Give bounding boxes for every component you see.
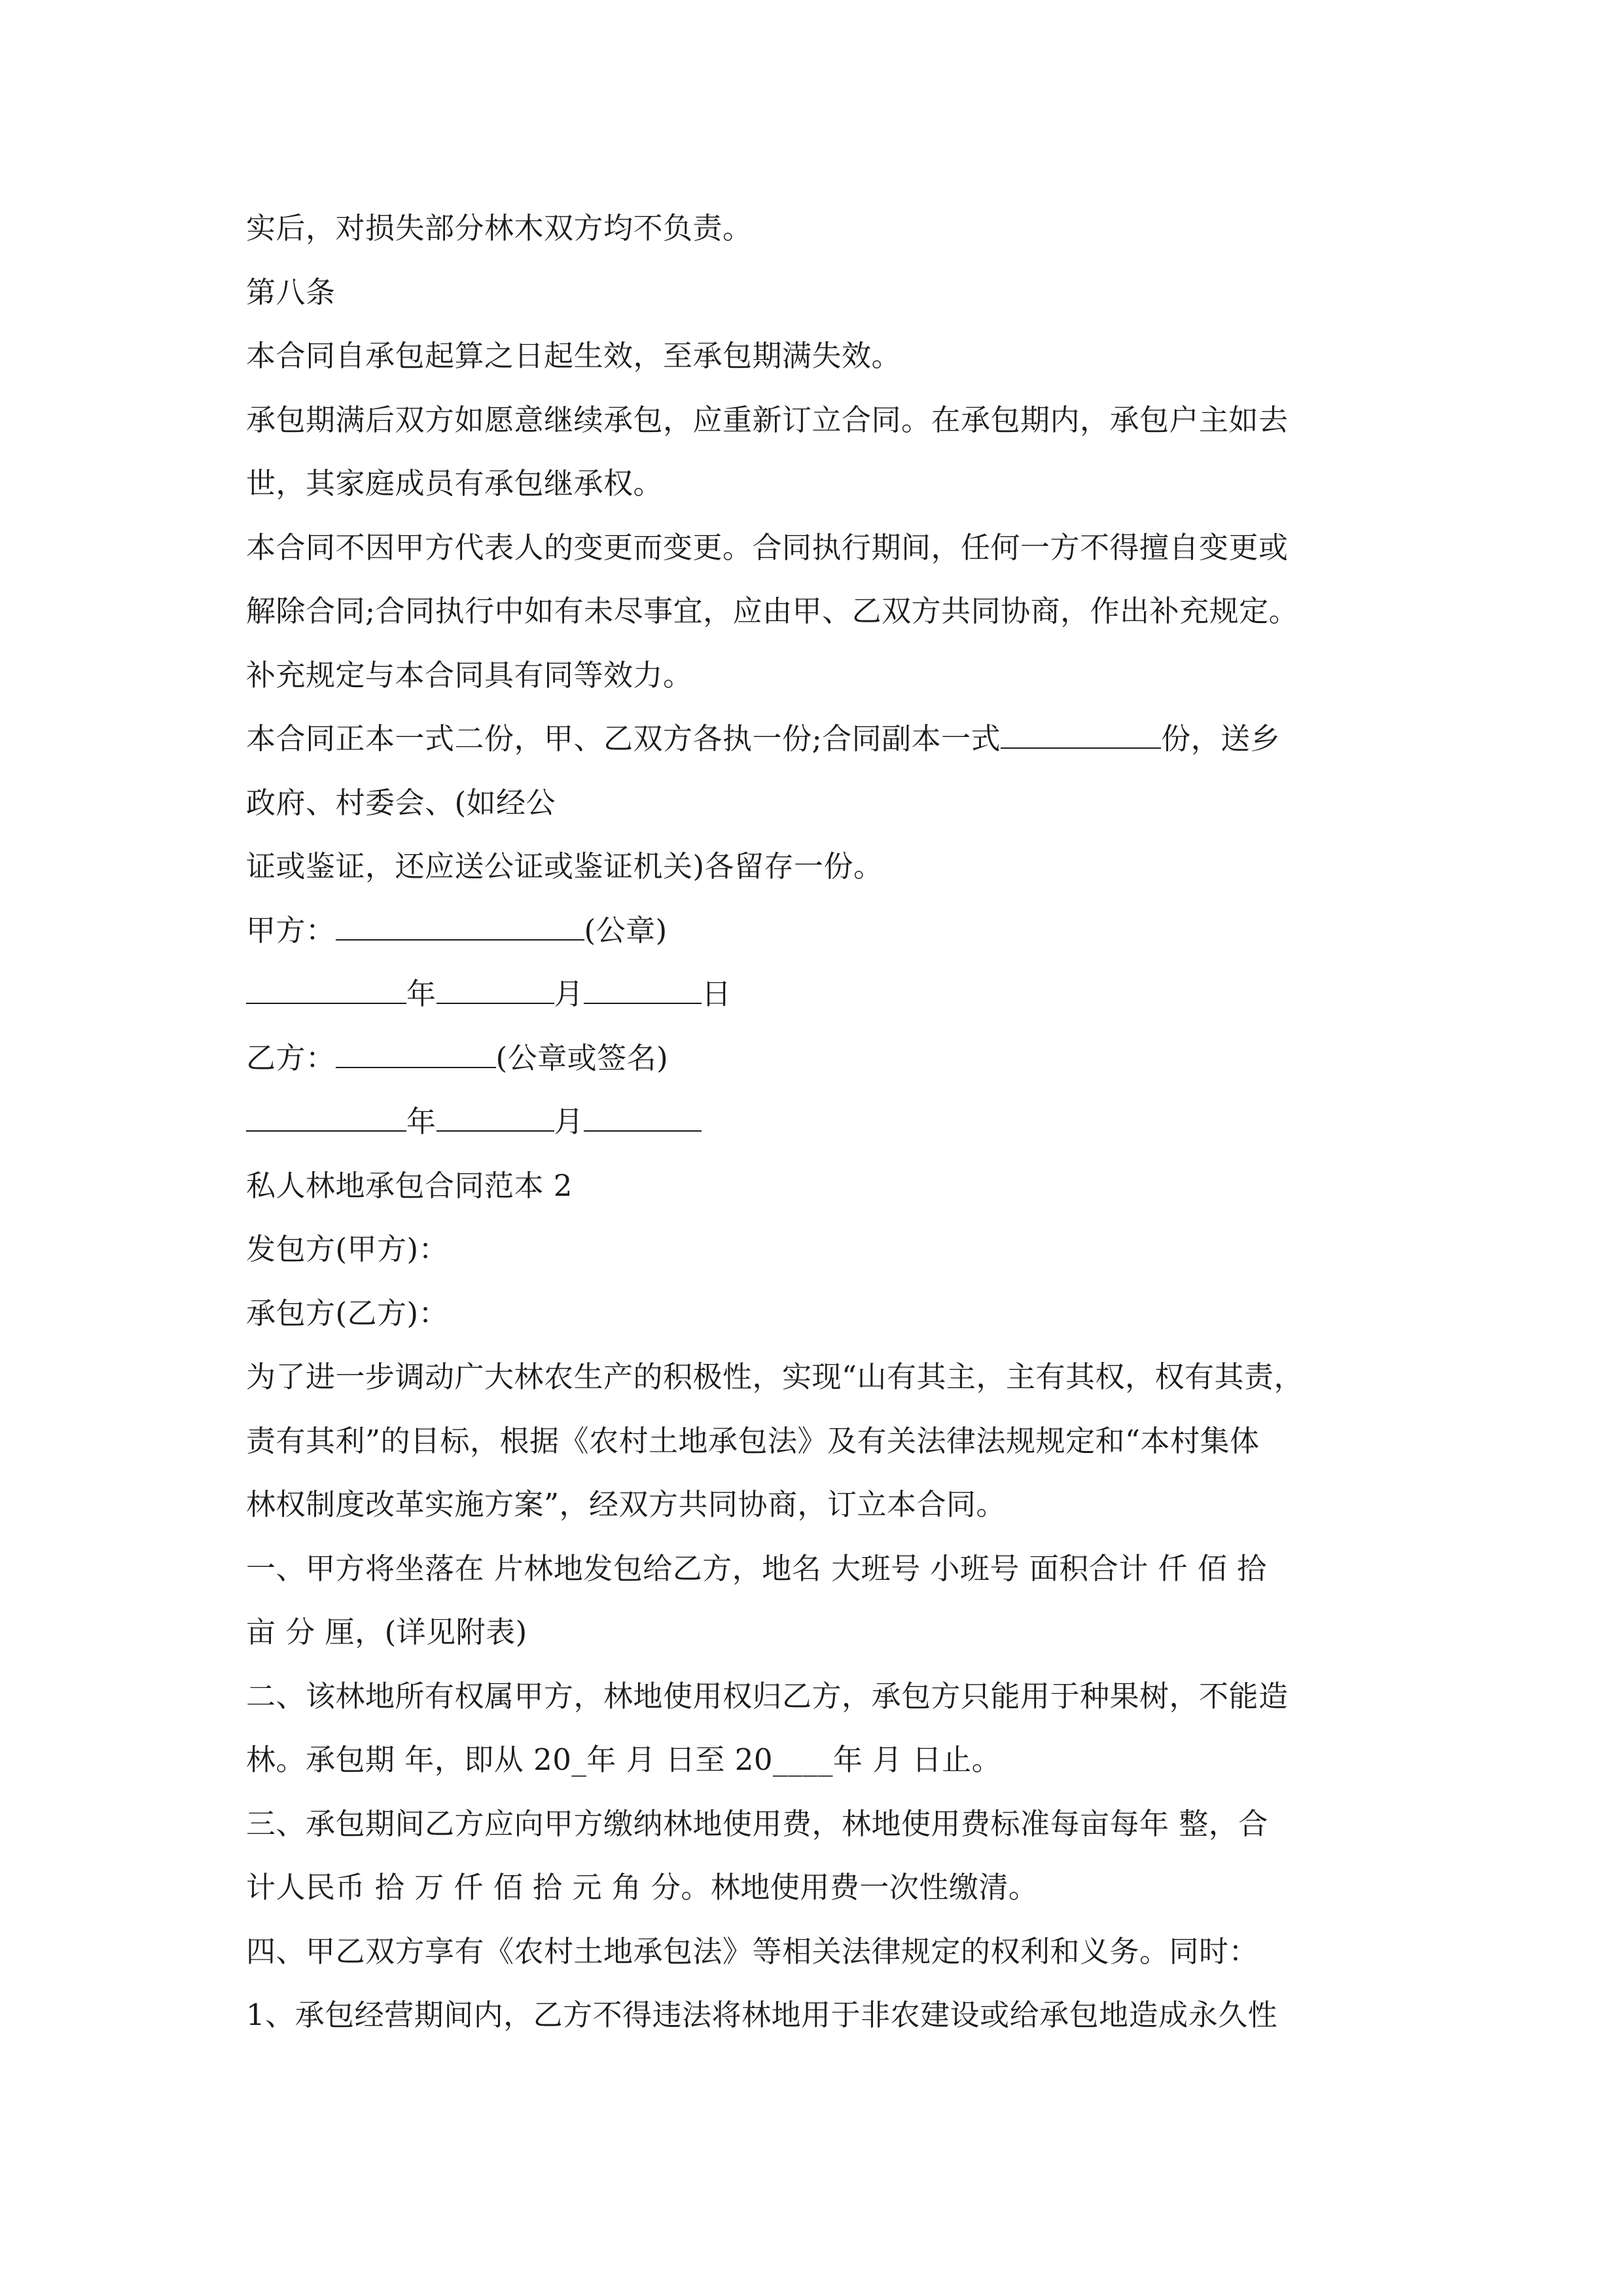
- party-a-name-blank[interactable]: [336, 916, 584, 941]
- party-b-month-blank[interactable]: [437, 1107, 554, 1132]
- copies-blank[interactable]: [1001, 724, 1161, 749]
- clause-1-line: 一、甲方将坐落在 片林地发包给乙方，地名 大班号 小班号 面积合计 仟 佰 拾: [246, 1551, 1267, 1586]
- clause-4-sub-1-line: 1、承包经营期间内，乙方不得违法将林地用于非农建设或给承包地造成永久性: [246, 1998, 1278, 2032]
- text-line: 世，其家庭成员有承包继承权。: [246, 466, 664, 501]
- document-body: [246, 196, 1418, 2047]
- party-a-day-blank[interactable]: [584, 979, 702, 1004]
- party-b-day-blank[interactable]: [584, 1107, 702, 1132]
- section-title: 私人林地承包合同范本 2: [246, 1168, 573, 1203]
- clause-4-line: 四、甲乙双方享有《农村土地承包法》等相关法律规定的权利和义务。同时：: [246, 1933, 1259, 1969]
- text-line: 本合同自承包起算之日起生效，至承包期满失效。: [246, 338, 902, 373]
- clause-3-line: 三、承包期间乙方应向甲方缴纳林地使用费，林地使用费标准每亩每年 整，合: [246, 1806, 1268, 1841]
- party-b-signature-line: 乙方： (公章或签名): [246, 1040, 669, 1075]
- clause-2-line: 二、该林地所有权属甲方，林地使用权归乙方，承包方只能用于种果树，不能造: [246, 1678, 1289, 1713]
- party-a-signature-line: 甲方： (公章): [246, 912, 668, 948]
- text-line: 补充规定与本合同具有同等效力。: [246, 657, 693, 692]
- text-line: 责有其利”的目标，根据《农村土地承包法》及有关法律法规规定和“本村集体: [246, 1423, 1260, 1458]
- text-line: 证或鉴证，还应送公证或鉴证机关)各留存一份。: [246, 849, 883, 884]
- clause-2-line: 林。承包期 年，即从 20_年 月 日至 20____年 月 日止。: [246, 1742, 1002, 1777]
- clause-1-line: 亩 分 厘，(详见附表): [246, 1615, 527, 1649]
- text-line: 实后，对损失部分林木双方均不负责。: [246, 211, 753, 245]
- party-b-name-blank[interactable]: [336, 1043, 496, 1068]
- party-b-year-blank[interactable]: [246, 1107, 406, 1132]
- text-line: 承包期满后双方如愿意继续承包，应重新订立合同。在承包期内，承包户主如去: [246, 402, 1289, 437]
- party-a-month-blank[interactable]: [437, 979, 554, 1004]
- text-line: 政府、村委会、(如经公: [246, 785, 556, 820]
- text-line: 为了进一步调动广大林农生产的积极性，实现“山有其主，主有其权，权有其责，: [246, 1359, 1304, 1394]
- party-b-heading: 承包方(乙方)：: [246, 1295, 449, 1331]
- party-b-date-line: 年 月: [246, 1090, 1418, 1154]
- text-line: 本合同不因甲方代表人的变更而变更。合同执行期间，任何一方不得擅自变更或: [246, 529, 1289, 565]
- clause-3-line: 计人民币 拾 万 仟 佰 拾 元 角 分。林地使用费一次性缴清。: [246, 1870, 1039, 1905]
- copies-line: 本合同正本一式二份，甲、乙双方各执一份;合同副本一式 份，送乡: [246, 721, 1281, 756]
- text-line: 解除合同;合同执行中如有未尽事宜，应由甲、乙双方共同协商，作出补充规定。: [246, 594, 1299, 628]
- text-line: 林权制度改革实施方案”，经双方共同协商，订立本合同。: [246, 1487, 1007, 1522]
- party-a-heading: 发包方(甲方)：: [246, 1232, 449, 1266]
- party-a-year-blank[interactable]: [246, 979, 406, 1004]
- party-a-date-line: 年 月 日: [246, 962, 1418, 1026]
- article-heading: 第八条: [246, 274, 336, 310]
